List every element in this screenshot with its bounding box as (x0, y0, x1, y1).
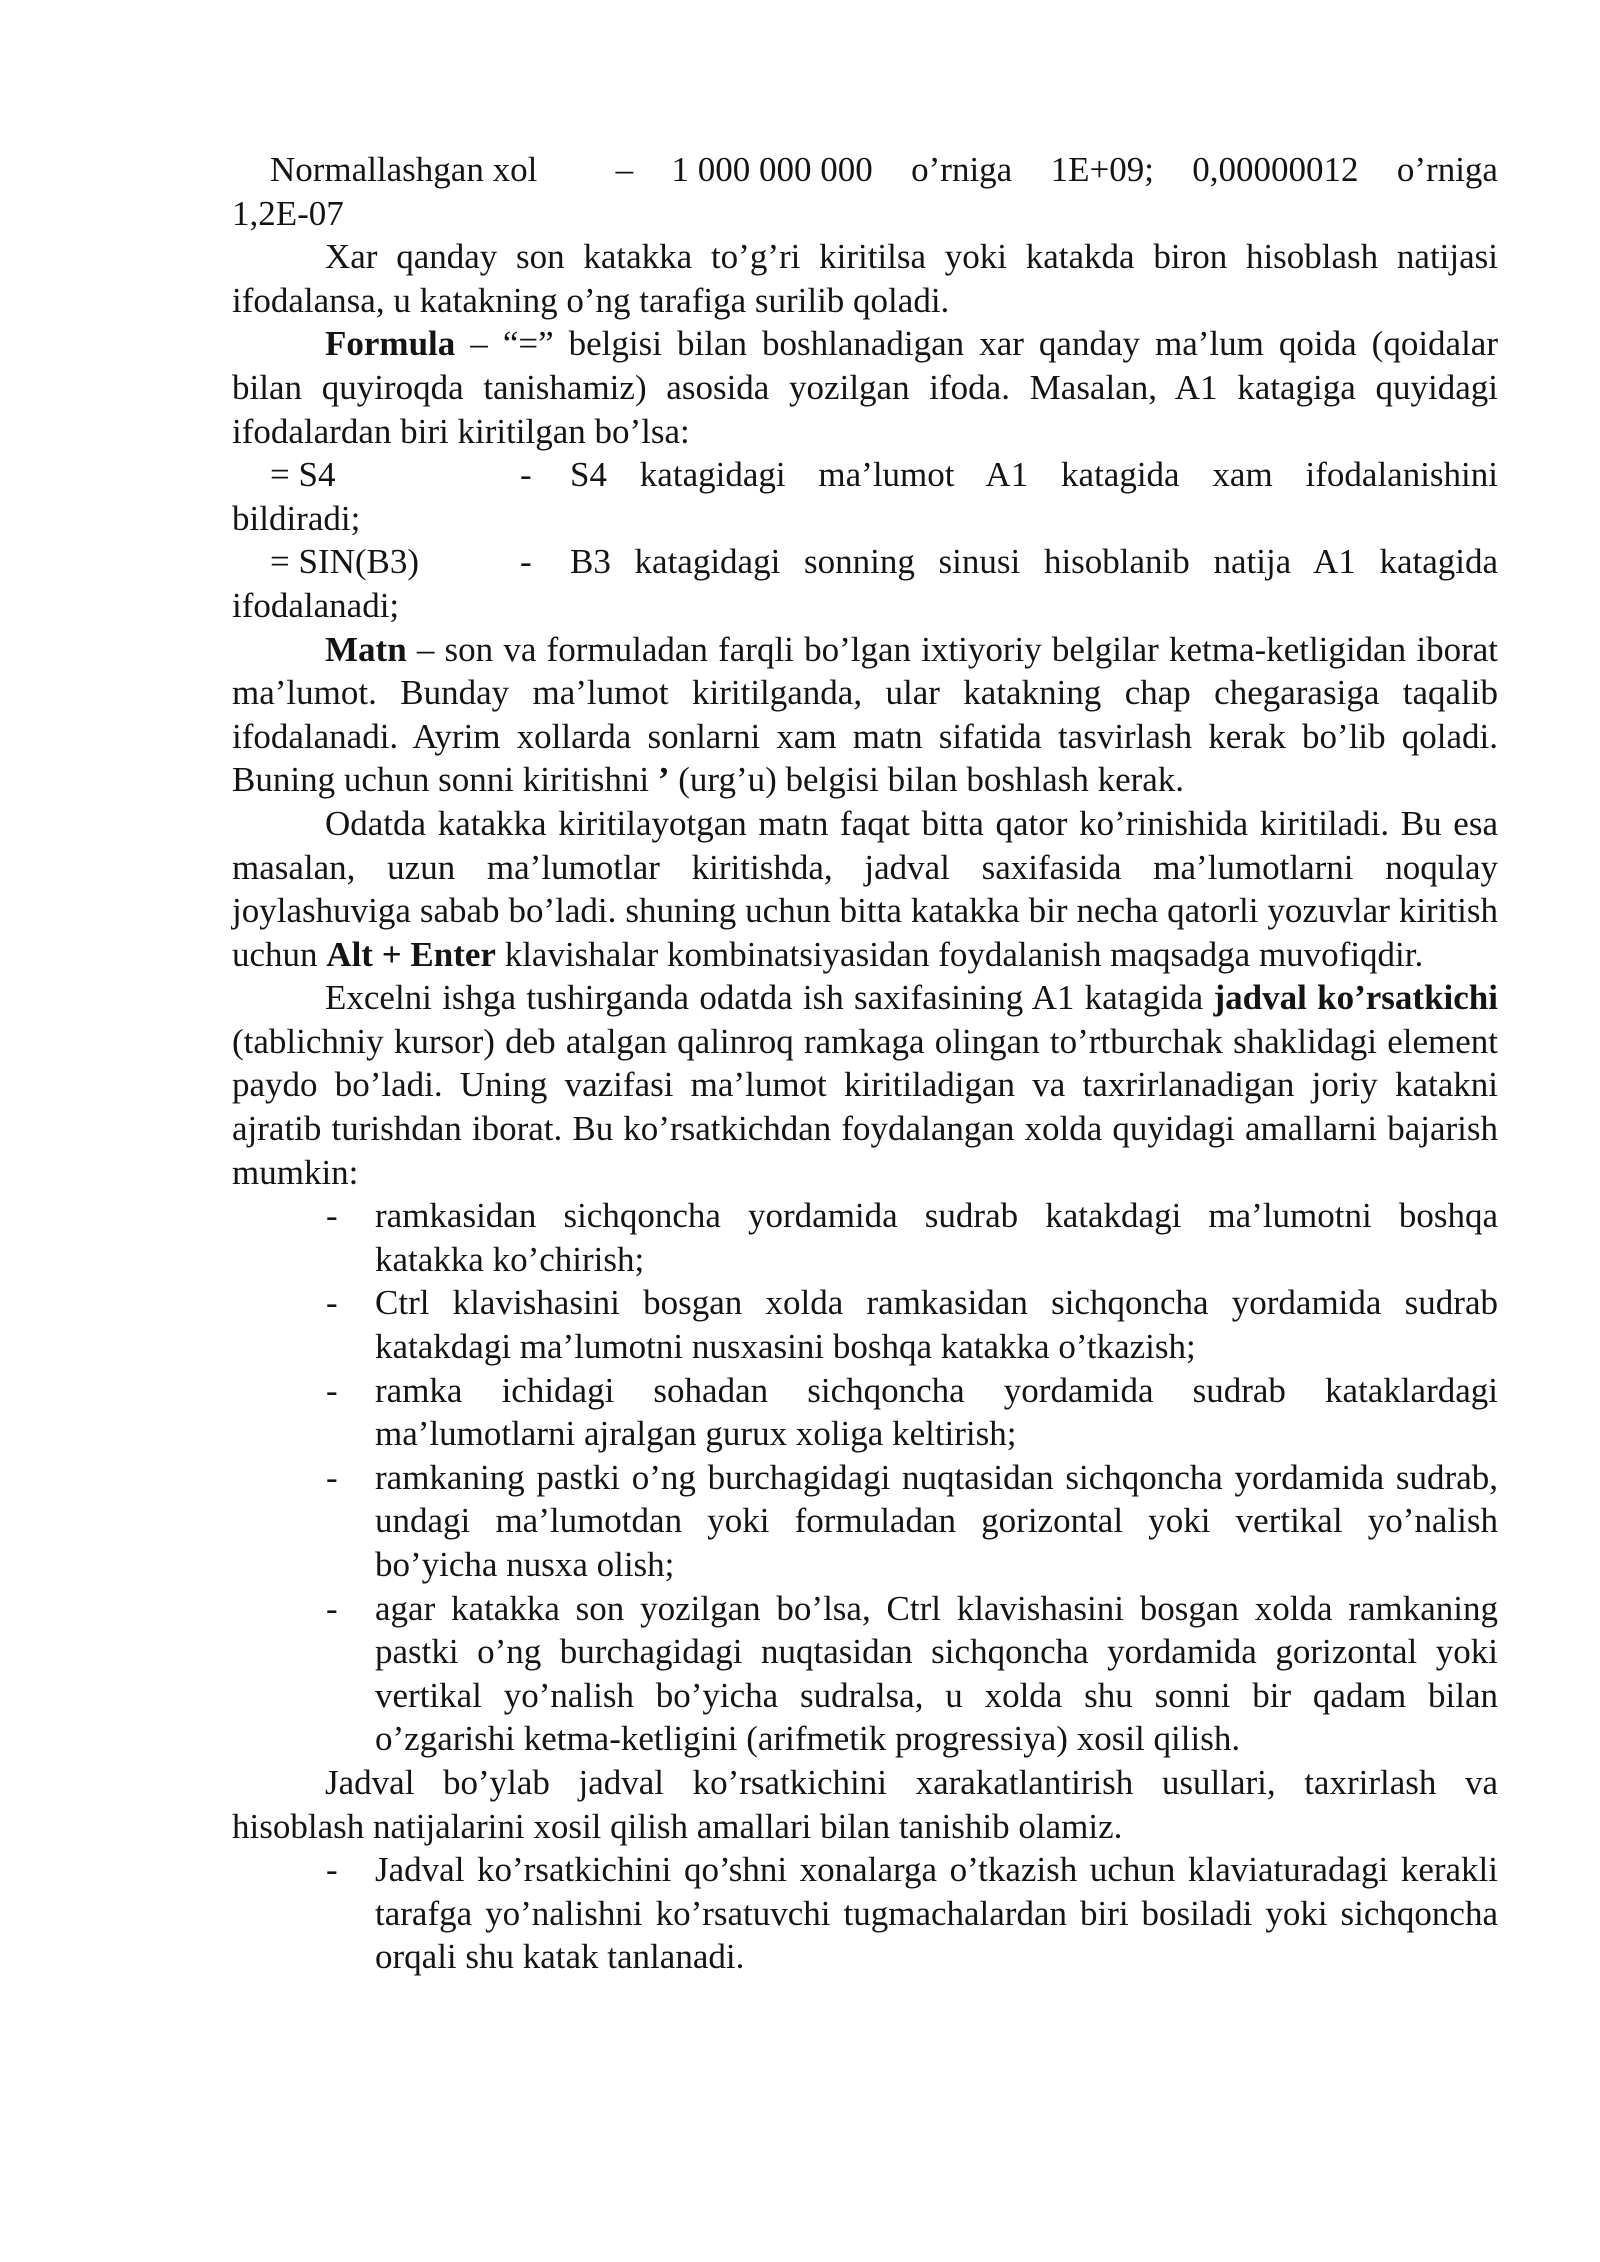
list-marker: - (326, 1196, 338, 1236)
list-item-text: Jadval ko’rsatkichini qo’shni xonalarga o’tkazish uchun klaviaturadagi kerakli tarafga yo’nalishni ko’rsatuvchi tugmachalardan biri bosiladi yoki sichqoncha orqali shu katak tanlanadi. (375, 1850, 1498, 1977)
cursor-text: Excelni ishga tushirganda odatda ish saxifasining A1 katagida (325, 978, 1214, 1018)
text-end: (urg’u) belgisi bilan boshlash kerak. (669, 760, 1185, 800)
paragraph-multiline (232, 802, 1498, 976)
list-item-text: agar katakka son yozilgan bo’lsa, Ctrl klavishasini bosgan xolda ramkaning pastki o’ng burchagidagi nuqtasidan sichqoncha yordamida gorizontal yoki vertikal yo’nalish bo’yicha sudralsa, u xolda shu sonni bir qadam bilan o’zgarishi ketma-ketligini (arifmetik progressiya) xosil qilish. (375, 1588, 1498, 1759)
key-combo: Alt + Enter (326, 934, 496, 974)
formula-text: – “=” belgisi bilan boshlanadigan xar qanday ma’lum qoida (qoidalar bilan quyiroqda tanishamiz) asosida yozilgan ifoda. Masalan, A1 katagiga quyidagi ifodalardan biri kiritilgan bo’lsa: (232, 324, 1498, 451)
word-instead-2: o’rniga (1396, 150, 1498, 189)
number-small: 0,00000012 (1192, 150, 1359, 189)
paragraph-formula (232, 322, 1498, 453)
multiline-end: klavishalar kombinatsiyasidan foydalanish maqsadga muvofiqdir. (495, 934, 1424, 974)
paragraph-text (232, 628, 1498, 802)
term-formula: Formula (325, 324, 456, 364)
term-cursor: jadval ko’rsatkichi (1213, 978, 1498, 1018)
number-large: 1 000 000 000 (671, 150, 873, 189)
list-item (326, 1848, 1498, 1979)
list-marker: - (326, 1850, 338, 1890)
navigation-list (232, 1848, 1498, 1979)
list-item-text: ramkasidan sichqoncha yordamida sudrab katakdagi ma’lumotni boshqa katakka ko’chirish; (375, 1196, 1498, 1279)
list-item-text: ramkaning pastki o’ng burchagidagi nuqtasidan sichqoncha yordamida sudrab, undagi ma’lumotdan yoki formuladan gorizontal yoki vertikal yo’nalish bo’yicha nusxa olish; (375, 1457, 1498, 1584)
example-row-1 (232, 453, 1498, 497)
example-row-2 (232, 540, 1498, 584)
list-item (326, 1194, 1498, 1281)
example-text-2: B3 katagidagi sonning sinusi hisoblanib natija A1 katagida (570, 542, 1498, 582)
list-item (326, 1369, 1498, 1456)
exp-large: 1E+09; (1050, 150, 1154, 189)
actions-list (232, 1194, 1498, 1761)
multiline-text: Odatda katakka kiritilayotgan matn faqat bitta qator ko’rinishida kiritiladi. Bu esa masalan, uzun ma’lumotlar kiritishda, jadval saxifasida ma’lumotlarni noqulay joylashuviga sabab bo’ladi. shuning uchun bitta katakka bir necha qatorli yozuvlar kiritish uchun (232, 803, 1498, 974)
example-dash-1: - (520, 455, 532, 495)
term-text: Matn (325, 629, 407, 669)
example-cont-1: bildiradi; (232, 498, 361, 538)
paragraph-numbers: Xar qanday son katakka to’g’ri kiritilsa yoki katakda biron hisoblash natijasi ifodalansa, u katakning o’ng tarafiga surilib qoladi. (232, 237, 1498, 320)
list-item (326, 1281, 1498, 1368)
example-cont-2: ifodalanadi; (232, 585, 400, 625)
example-code-2: = SIN(B3) (270, 542, 420, 582)
list-marker: - (326, 1457, 338, 1497)
list-item-text: Ctrl klavishasini bosgan xolda ramkasidan sichqoncha yordamida sudrab katakdagi ma’lumotni nusxasini boshqa katakka o’tkazish; (375, 1283, 1498, 1367)
list-marker: - (326, 1283, 338, 1323)
exp-small: 1,2E-07 (232, 193, 344, 233)
document-page (232, 148, 1498, 1979)
text-body: – son va formuladan farqli bo’lgan ixtiyoriy belgilar ketma-ketligidan iborat ma’lumot. Bunday ma’lumot kiritilganda, ular katakning chap chegarasiga taqalib ifodalanadi. Ayrim xollarda sonlarni xam matn sifatida tasvirlash kerak bo’lib qoladi. Buning uchun sonni kiritishni (232, 629, 1498, 800)
paragraph-normalized-line (232, 148, 1498, 192)
list-item (326, 1587, 1498, 1761)
list-item-text: ramka ichidagi sohadan sichqoncha yordamida sudrab kataklardagi ma’lumotlarni ajralgan gurux xoliga keltirish; (375, 1370, 1498, 1454)
paragraph-cursor (232, 976, 1498, 1194)
cursor-end: (tablichniy kursor) deb atalgan qalinroq ramkaga olingan to’rtburchak shaklidagi element paydo bo’ladi. Uning vazifasi ma’lumot kiritiladigan va taxrirlanadigan joriy katakni ajratib turishdan iborat. Bu ko’rsatkichdan foydalangan xolda quyidagi amallarni bajarish mumkin: (232, 1021, 1498, 1192)
list-marker: - (326, 1588, 338, 1628)
list-marker: - (326, 1370, 338, 1410)
example-text-1: S4 katagidagi ma’lumot A1 katagida xam ifodalanishini (570, 455, 1498, 495)
word-instead: o’rniga (911, 150, 1013, 189)
apostrophe-mark: ’ (657, 760, 670, 800)
paragraph-navigation: Jadval bo’ylab jadval ko’rsatkichini xarakatlantirish usullari, taxrirlash va hisoblash natijalarini xosil qilish amallari bilan tanishib olamiz. (232, 1762, 1498, 1846)
example-dash-2: - (520, 542, 532, 582)
normalized-label: Normallashgan xol (270, 150, 538, 189)
dash: – (615, 150, 634, 189)
example-code-1: = S4 (270, 455, 336, 495)
list-item (326, 1456, 1498, 1587)
